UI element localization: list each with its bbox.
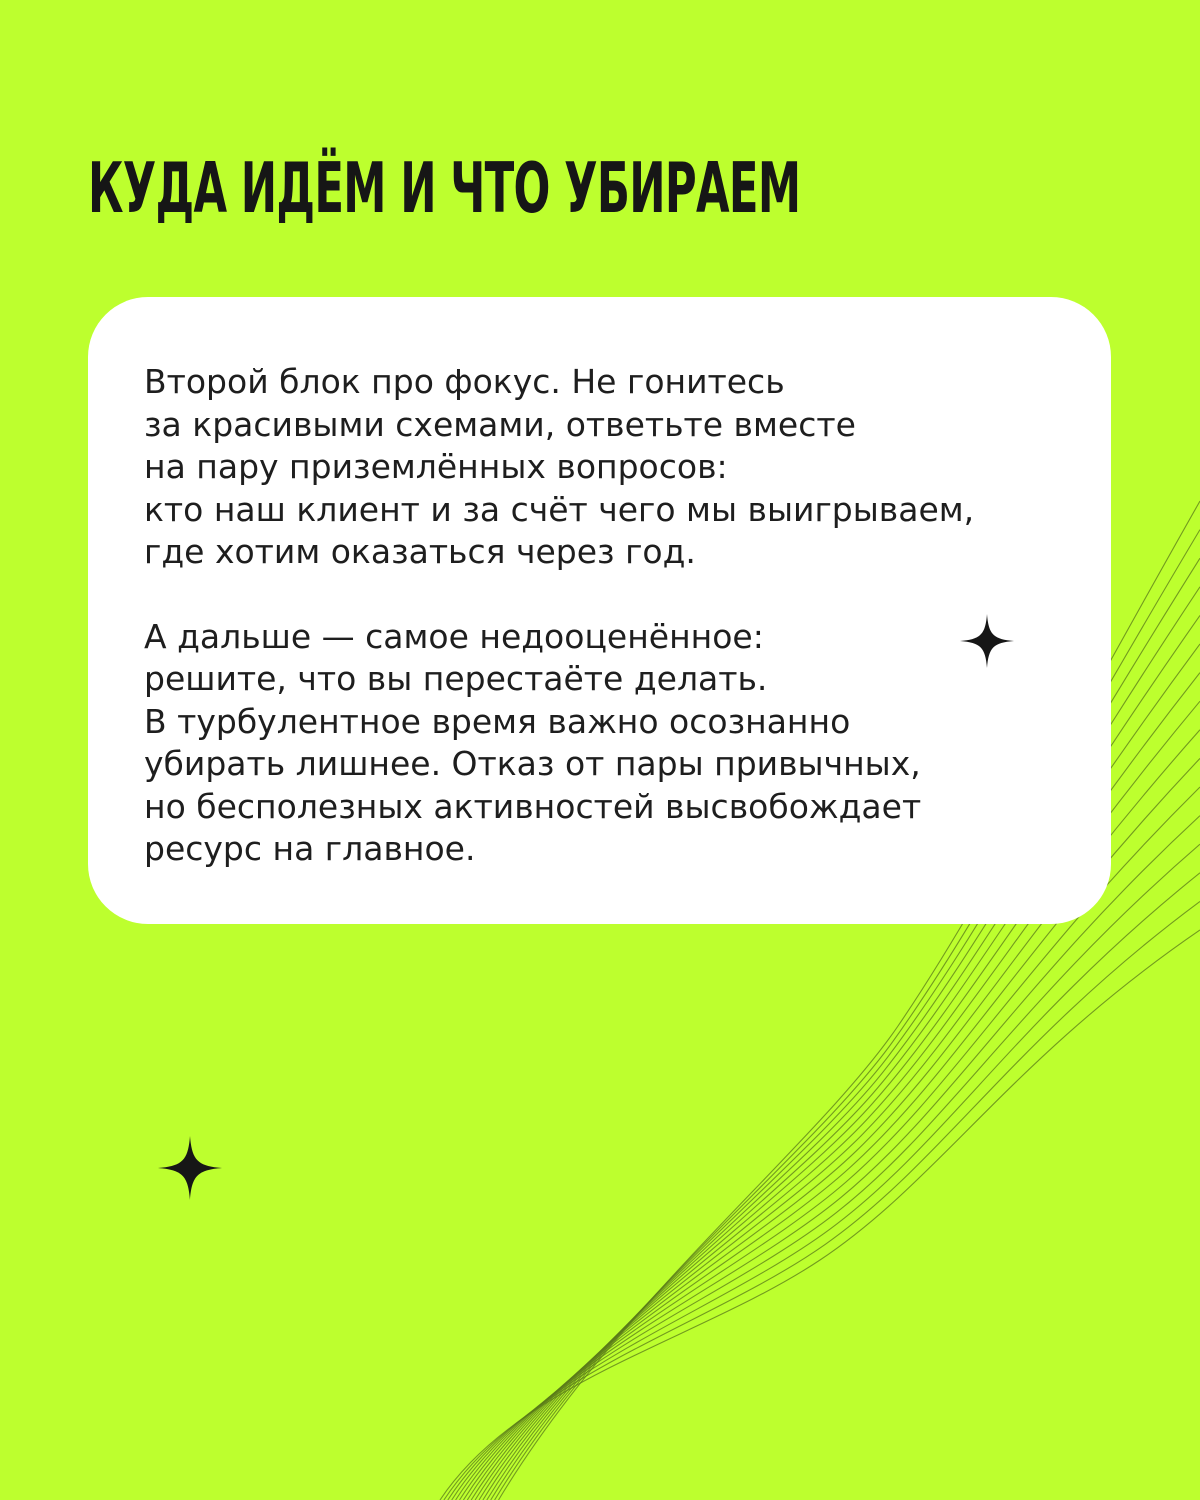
wave-line	[440, 930, 1200, 1500]
paragraph-focus: Второй блок про фокус. Не гонитесь за красивыми схемами, ответьте вместе на пару приземлённых вопросов: кто наш клиент и за счёт чего мы выигрываем, где хотим оказаться через год.	[144, 362, 975, 571]
text-card	[88, 297, 1111, 924]
wave-line	[448, 873, 1200, 1500]
four-point-star-icon	[158, 1136, 222, 1200]
wave-line	[444, 901, 1200, 1500]
four-point-star-icon	[960, 614, 1014, 668]
wave-line	[452, 844, 1200, 1500]
card-text	[144, 361, 1074, 871]
paragraph-remove: А дальше — самое недооценённое: решите, что вы перестаёте делать. В турбулентное время важно осознанно убирать лишнее. Отказ от пары привычных, но бесполезных активностей высвобождает ресурс на главное.	[144, 616, 922, 868]
slide-title: КУДА ИДЁМ И ЧТО УБИРАЕМ	[88, 146, 801, 229]
